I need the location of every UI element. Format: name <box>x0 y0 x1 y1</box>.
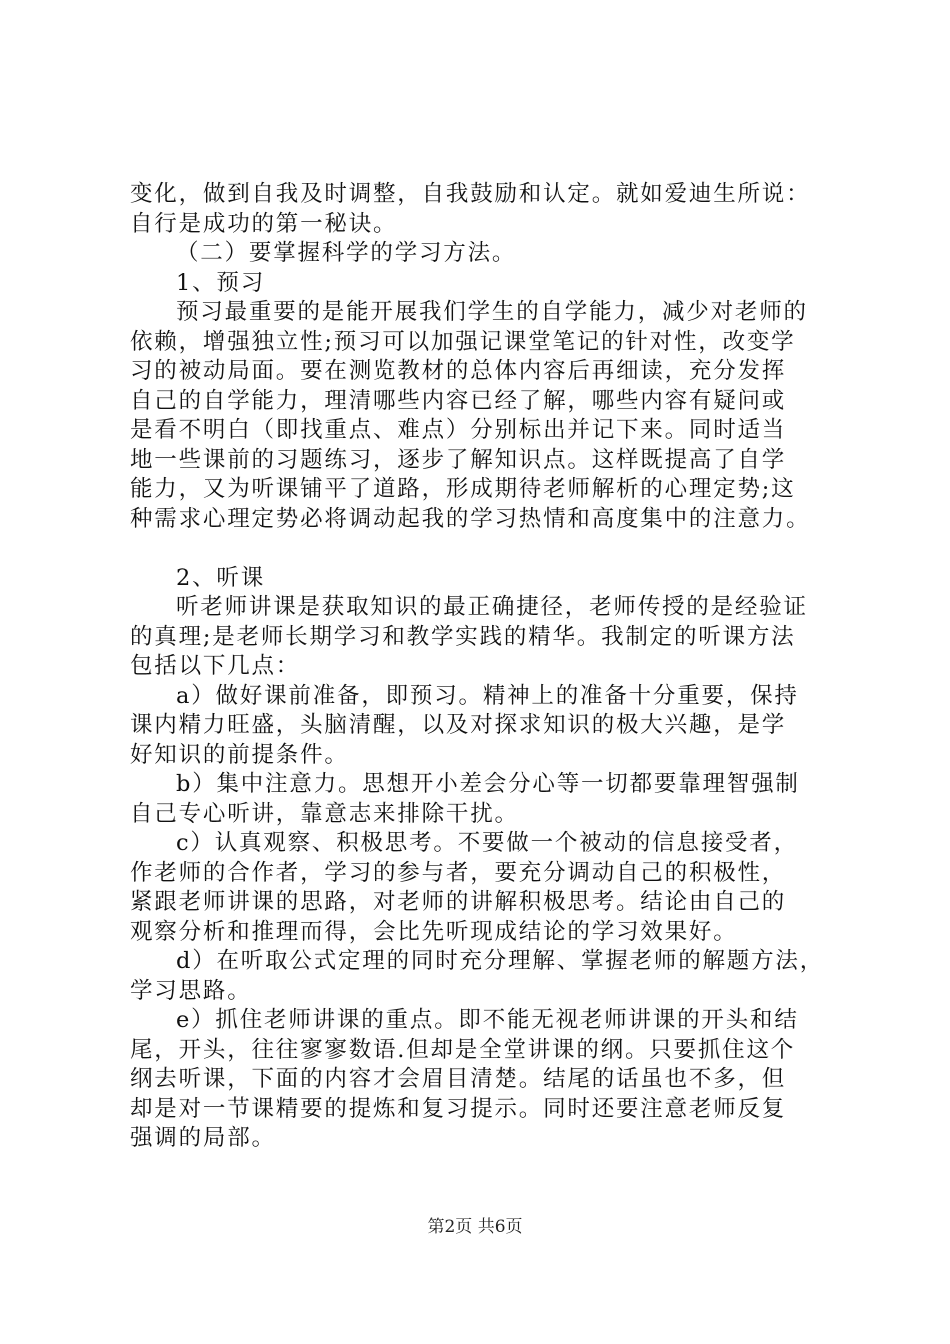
text-line: 自己的自学能力，理清哪些内容已经了解，哪些内容有疑问或 <box>130 387 787 414</box>
text-line: 却是对一节课精要的提炼和复习提示。同时还要注意老师反复 <box>130 1095 787 1122</box>
text-line: 是看不明白（即找重点、难点）分别标出并记下来。同时适当 <box>130 417 787 443</box>
text-line: 习的被动局面。要在测览教材的总体内容后再细读，充分发挥 <box>130 358 787 384</box>
text-line: 自行是成功的第一秘诀。 <box>130 210 398 237</box>
text-line: 变化，做到自我及时调整，自我鼓励和认定。就如爱迪生所说： <box>130 181 811 207</box>
text-line: 纲去听课，下面的内容才会眉目清楚。结尾的话虽也不多，但 <box>130 1066 787 1092</box>
text-line: 课内精力旺盛，头脑清醒，以及对探求知识的极大兴趣，是学 <box>130 712 787 738</box>
text-line: 学习思路。 <box>130 977 252 1004</box>
text-line: c）认真观察、积极思考。不要做一个被动的信息接受者， <box>176 830 798 856</box>
text-line: 依赖，增强独立性;预习可以加强记课堂笔记的针对性，改变学 <box>130 328 796 355</box>
text-line: 尾，开头，往往寥寥数语.但却是全堂讲课的纲。只要抓住这个 <box>130 1036 796 1063</box>
blank-line <box>130 534 820 564</box>
text-line: 预习最重要的是能开展我们学生的自学能力，减少对老师的 <box>176 299 808 325</box>
text-line: 种需求心理定势必将调动起我的学习热情和高度集中的注意力。 <box>130 505 811 532</box>
text-line: 2、听课 <box>176 564 266 591</box>
text-line: d）在听取公式定理的同时充分理解、掌握老师的解题方法， <box>176 948 825 974</box>
text-line: 听老师讲课是获取知识的最正确捷径，老师传授的是经验证 <box>176 594 808 620</box>
text-line: 作老师的合作者，学习的参与者，要充分调动自己的积极性， <box>130 859 787 886</box>
text-line: 好知识的前提条件。 <box>130 741 349 768</box>
text-line: 地一些课前的习题练习，逐步了解知识点。这样既提高了自学 <box>130 446 787 473</box>
text-line: 的真理;是老师长期学习和教学实践的精华。我制定的听课方法 <box>130 623 796 650</box>
text-line: 包括以下几点： <box>130 653 301 679</box>
text-line: 紧跟老师讲课的思路，对老师的讲解积极思考。结论由自己的 <box>130 889 787 915</box>
text-line: b）集中注意力。思想开小差会分心等一切都要靠理智强制 <box>176 771 800 797</box>
text-line: 自己专心听讲，靠意志来排除干扰。 <box>130 800 519 827</box>
text-line: 强调的局部。 <box>130 1125 276 1151</box>
page-number-footer: 第2页 共6页 <box>427 1217 523 1237</box>
text-line: 能力，又为听课铺平了道路，形成期待老师解析的心理定势;这 <box>130 476 796 502</box>
text-line: 1、预习 <box>176 269 266 296</box>
document-body <box>130 180 825 1154</box>
text-line: a）做好课前准备，即预习。精神上的准备十分重要，保持 <box>176 682 799 709</box>
text-line: e）抓住老师讲课的重点。即不能无视老师讲课的开头和结 <box>176 1007 799 1033</box>
text-line: 观察分析和推理而得，会比先听现成结论的学习效果好。 <box>130 918 738 945</box>
text-line: （二）要掌握科学的学习方法。 <box>176 240 517 266</box>
